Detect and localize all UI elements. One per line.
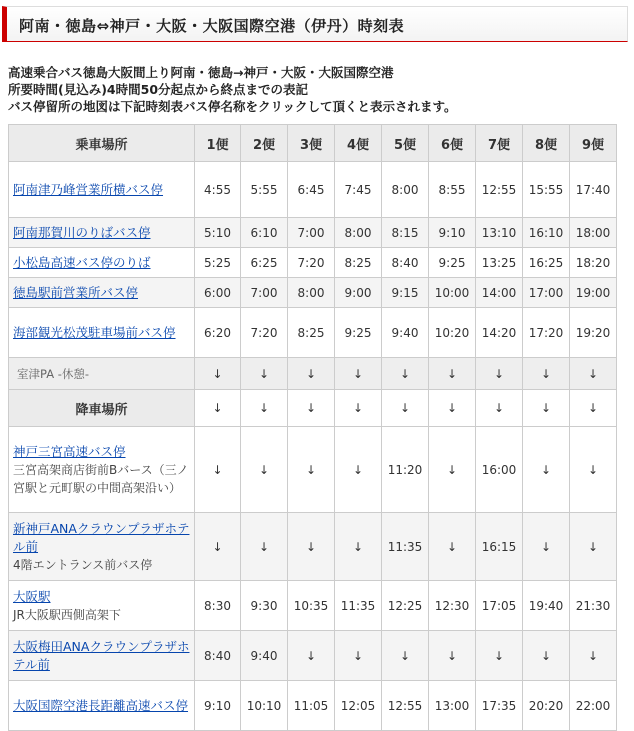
- time-cell: ↓: [523, 427, 570, 513]
- time-cell: ↓: [476, 631, 523, 681]
- stop-cell: [9, 681, 195, 731]
- time-cell: 6:00: [195, 278, 241, 308]
- time-cell: 8:40: [382, 248, 429, 278]
- header-cell-run: 3便: [288, 125, 335, 162]
- time-cell: 9:10: [195, 681, 241, 731]
- table-row: [9, 308, 617, 358]
- time-cell: ↓: [429, 631, 476, 681]
- stop-cell: [9, 248, 195, 278]
- time-cell: 9:25: [335, 308, 382, 358]
- stop-sub-label: 4階エントランス前バス停: [13, 557, 153, 572]
- time-cell: 16:15: [476, 513, 523, 581]
- time-cell: 9:25: [429, 248, 476, 278]
- time-cell: ↓: [288, 513, 335, 581]
- time-cell: 17:05: [476, 581, 523, 631]
- time-cell: 5:10: [195, 218, 241, 248]
- time-cell: 7:20: [241, 308, 288, 358]
- arrow-cell: ↓: [288, 358, 335, 390]
- time-cell: 17:00: [523, 278, 570, 308]
- time-cell: 7:00: [288, 218, 335, 248]
- time-cell: ↓: [288, 427, 335, 513]
- time-cell: ↓: [195, 427, 241, 513]
- time-cell: 6:10: [241, 218, 288, 248]
- time-cell: ↓: [523, 631, 570, 681]
- time-cell: ↓: [335, 427, 382, 513]
- time-cell: 18:20: [570, 248, 617, 278]
- stop-link[interactable]: 阿南那賀川のりばバス停: [13, 224, 151, 240]
- header-row: [9, 390, 617, 427]
- arrow-cell: ↓: [288, 390, 335, 427]
- stop-link[interactable]: 大阪梅田ANAクラウンプラザホテル前: [13, 638, 190, 672]
- time-cell: 8:40: [195, 631, 241, 681]
- stop-cell: [9, 513, 195, 581]
- time-cell: 8:25: [335, 248, 382, 278]
- table-row: [9, 278, 617, 308]
- header-row: [9, 125, 617, 162]
- header-cell-stop: 降車場所: [9, 390, 195, 427]
- time-cell: ↓: [288, 631, 335, 681]
- time-cell: ↓: [570, 513, 617, 581]
- arrow-cell: ↓: [476, 358, 523, 390]
- stop-cell: [9, 581, 195, 631]
- time-cell: 10:35: [288, 581, 335, 631]
- arrow-cell: ↓: [429, 358, 476, 390]
- description-line: 高速乗合バス徳島大阪間上り阿南・徳島→神戸・大阪・大阪国際空港: [8, 65, 394, 80]
- time-cell: 4:55: [195, 162, 241, 218]
- stop-cell: [9, 427, 195, 513]
- page-title-bar: [2, 6, 628, 42]
- arrow-cell: ↓: [195, 358, 241, 390]
- time-cell: 15:55: [523, 162, 570, 218]
- time-cell: 10:10: [241, 681, 288, 731]
- description-line: バス停留所の地図は下記時刻表バス停名称をクリックして頂くと表示されます。: [8, 99, 457, 114]
- arrow-cell: ↓: [476, 390, 523, 427]
- time-cell: 21:30: [570, 581, 617, 631]
- arrow-cell: ↓: [523, 390, 570, 427]
- time-cell: 6:25: [241, 248, 288, 278]
- time-cell: ↓: [570, 427, 617, 513]
- header-cell-run: 4便: [335, 125, 382, 162]
- table-row: [9, 248, 617, 278]
- time-cell: 9:30: [241, 581, 288, 631]
- stop-sub-label: JR大阪駅西側高架下: [13, 607, 121, 622]
- stop-link[interactable]: 阿南津乃峰営業所横バス停: [13, 181, 164, 197]
- time-cell: 8:00: [288, 278, 335, 308]
- time-cell: 8:00: [335, 218, 382, 248]
- header-cell-run: 6便: [429, 125, 476, 162]
- arrow-cell: ↓: [429, 390, 476, 427]
- time-cell: 12:55: [382, 681, 429, 731]
- table-row: [9, 631, 617, 681]
- time-cell: ↓: [429, 427, 476, 513]
- time-cell: 8:55: [429, 162, 476, 218]
- time-cell: 11:05: [288, 681, 335, 731]
- stop-sub-label: 三宮高架商店街前Bバース（三ノ宮駅と元町駅の中間高架沿い）: [13, 462, 189, 495]
- arrow-cell: ↓: [570, 390, 617, 427]
- header-cell-run: 1便: [195, 125, 241, 162]
- time-cell: 17:35: [476, 681, 523, 731]
- time-cell: 11:35: [382, 513, 429, 581]
- time-cell: 12:25: [382, 581, 429, 631]
- time-cell: 13:25: [476, 248, 523, 278]
- timetable: [8, 124, 617, 731]
- time-cell: 16:00: [476, 427, 523, 513]
- description-line: 所要時間(見込み)4時間50分起点から終点までの表記: [8, 82, 309, 97]
- time-cell: 11:20: [382, 427, 429, 513]
- arrow-cell: ↓: [335, 358, 382, 390]
- stop-cell: [9, 308, 195, 358]
- time-cell: 7:45: [335, 162, 382, 218]
- time-cell: 9:40: [241, 631, 288, 681]
- table-row: [9, 427, 617, 513]
- header-cell-stop: 乗車場所: [9, 125, 195, 162]
- header-cell-run: 2便: [241, 125, 288, 162]
- time-cell: ↓: [382, 631, 429, 681]
- time-cell: 12:55: [476, 162, 523, 218]
- time-cell: ↓: [429, 513, 476, 581]
- time-cell: ↓: [523, 513, 570, 581]
- arrow-cell: ↓: [382, 358, 429, 390]
- header-cell-run: 9便: [570, 125, 617, 162]
- arrow-cell: ↓: [241, 358, 288, 390]
- time-cell: 6:45: [288, 162, 335, 218]
- stop-link[interactable]: 神戸三宮高速バス停: [13, 443, 126, 459]
- time-cell: ↓: [570, 631, 617, 681]
- time-cell: ↓: [335, 631, 382, 681]
- stop-cell: [9, 162, 195, 218]
- header-cell-run: 8便: [523, 125, 570, 162]
- time-cell: 16:10: [523, 218, 570, 248]
- time-cell: 7:20: [288, 248, 335, 278]
- arrow-cell: ↓: [382, 390, 429, 427]
- time-cell: 19:40: [523, 581, 570, 631]
- time-cell: 9:00: [335, 278, 382, 308]
- rest-row: [9, 358, 617, 390]
- stop-link[interactable]: 海部観光松茂駐車場前バス停: [13, 324, 176, 340]
- stop-link[interactable]: 小松島高速バス停のりば: [13, 254, 151, 270]
- time-cell: 9:10: [429, 218, 476, 248]
- rest-label: 室津PA -休憩-: [9, 358, 195, 390]
- time-cell: 22:00: [570, 681, 617, 731]
- description: [8, 64, 457, 115]
- table-row: [9, 218, 617, 248]
- arrow-cell: ↓: [195, 390, 241, 427]
- header-cell-run: 7便: [476, 125, 523, 162]
- time-cell: 14:00: [476, 278, 523, 308]
- time-cell: 18:00: [570, 218, 617, 248]
- arrow-cell: ↓: [570, 358, 617, 390]
- time-cell: 12:05: [335, 681, 382, 731]
- header-cell-run: 5便: [382, 125, 429, 162]
- stop-cell: [9, 218, 195, 248]
- time-cell: 10:00: [429, 278, 476, 308]
- arrow-cell: ↓: [241, 390, 288, 427]
- arrow-cell: ↓: [523, 358, 570, 390]
- stop-cell: [9, 278, 195, 308]
- time-cell: 20:20: [523, 681, 570, 731]
- time-cell: 14:20: [476, 308, 523, 358]
- time-cell: 5:25: [195, 248, 241, 278]
- table-row: [9, 581, 617, 631]
- time-cell: 16:25: [523, 248, 570, 278]
- time-cell: ↓: [241, 513, 288, 581]
- table-row: [9, 681, 617, 731]
- table-row: [9, 513, 617, 581]
- arrow-cell: ↓: [335, 390, 382, 427]
- time-cell: 8:00: [382, 162, 429, 218]
- time-cell: 17:40: [570, 162, 617, 218]
- time-cell: 8:30: [195, 581, 241, 631]
- stop-link[interactable]: 大阪駅: [13, 588, 51, 604]
- time-cell: 13:00: [429, 681, 476, 731]
- time-cell: 9:40: [382, 308, 429, 358]
- stop-cell: [9, 631, 195, 681]
- table-row: [9, 162, 617, 218]
- time-cell: 6:20: [195, 308, 241, 358]
- time-cell: 10:20: [429, 308, 476, 358]
- time-cell: ↓: [195, 513, 241, 581]
- time-cell: 8:25: [288, 308, 335, 358]
- stop-link[interactable]: 新神戸ANAクラウンプラザホテル前: [13, 520, 190, 554]
- time-cell: 9:15: [382, 278, 429, 308]
- page-title: 阿南・徳島⇔神戸・大阪・大阪国際空港（伊丹）時刻表: [19, 17, 405, 35]
- time-cell: 7:00: [241, 278, 288, 308]
- time-cell: 12:30: [429, 581, 476, 631]
- time-cell: 19:20: [570, 308, 617, 358]
- time-cell: 5:55: [241, 162, 288, 218]
- time-cell: ↓: [241, 427, 288, 513]
- time-cell: 13:10: [476, 218, 523, 248]
- time-cell: 19:00: [570, 278, 617, 308]
- stop-link[interactable]: 徳島駅前営業所バス停: [13, 284, 139, 300]
- time-cell: ↓: [335, 513, 382, 581]
- time-cell: 8:15: [382, 218, 429, 248]
- time-cell: 17:20: [523, 308, 570, 358]
- time-cell: 11:35: [335, 581, 382, 631]
- stop-link[interactable]: 大阪国際空港長距離高速バス停: [13, 697, 189, 713]
